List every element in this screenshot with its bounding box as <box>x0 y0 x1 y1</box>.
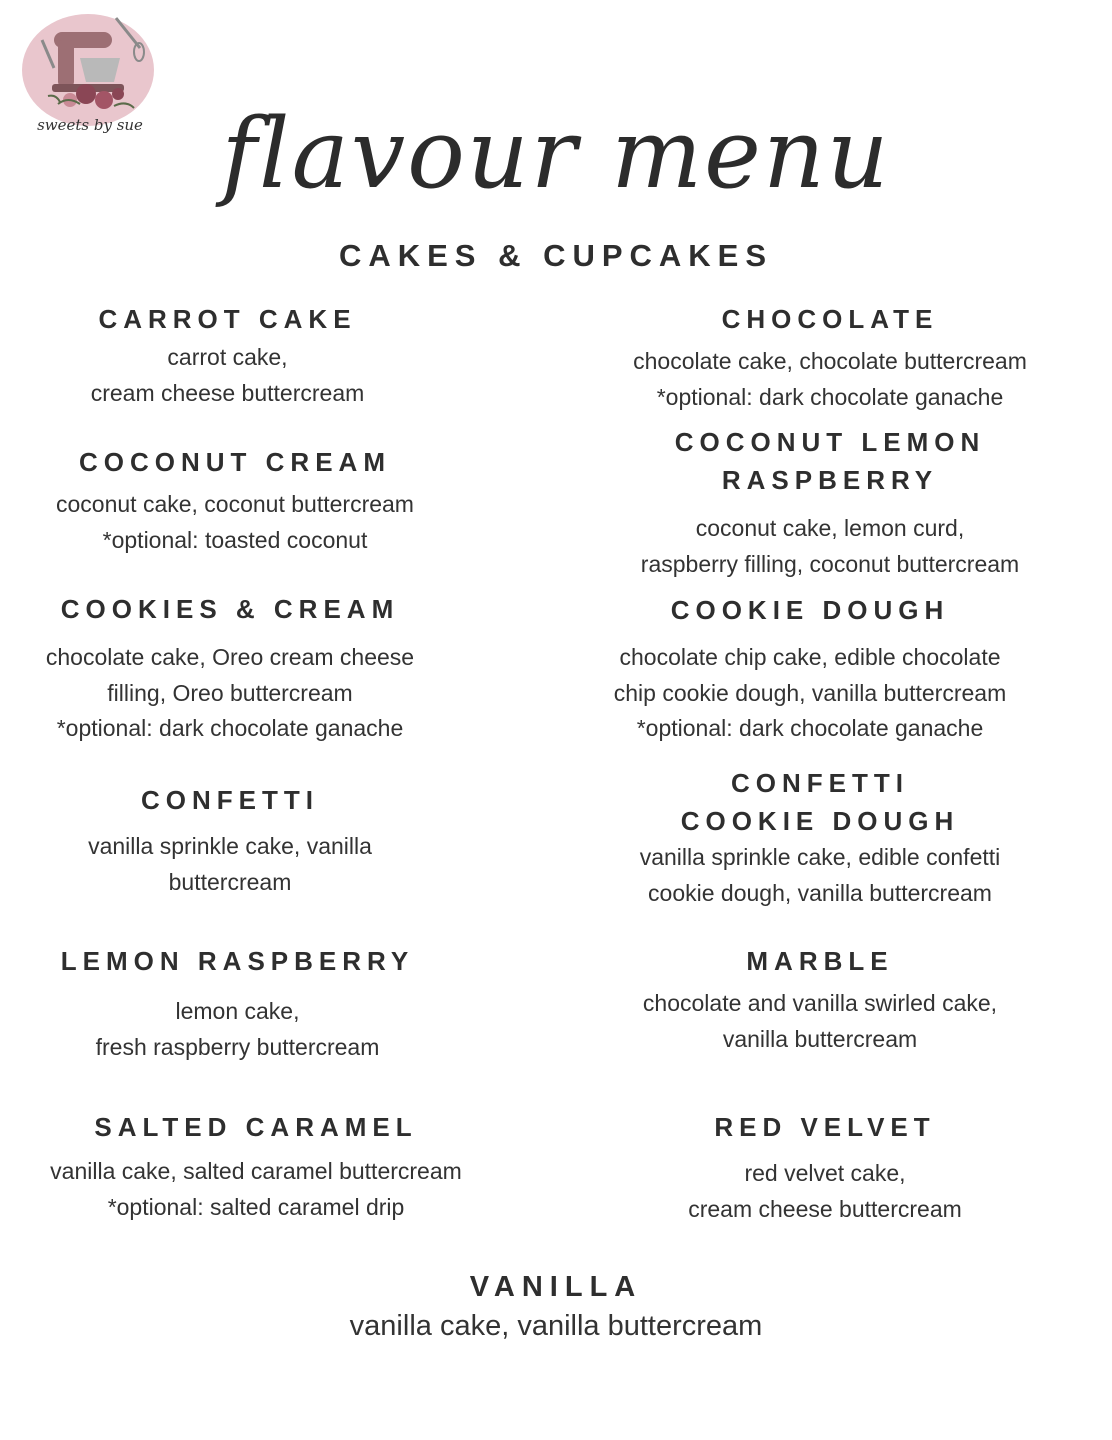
flavour-description: vanilla cake, salted caramel buttercream *optional: salted caramel drip <box>50 1158 462 1220</box>
flavour-confetti <box>0 781 460 900</box>
flavour-name: MARBLE <box>746 946 894 976</box>
flavour-name: COOKIES & CREAM <box>60 594 400 624</box>
flavour-carrot-cake <box>0 300 455 411</box>
page-title: flavour menu <box>221 98 891 210</box>
flavour-red-velvet <box>570 1108 1080 1227</box>
flavour-chocolate <box>570 300 1090 415</box>
flavour-description: chocolate cake, chocolate buttercream *optional: dark chocolate ganache <box>633 348 1027 410</box>
flavour-name: CONFETTI <box>141 785 319 815</box>
flavour-description: red velvet cake, cream cheese buttercream <box>688 1160 962 1222</box>
flavour-description: coconut cake, coconut buttercream *optional: toasted coconut <box>56 491 414 553</box>
flavour-description: coconut cake, lemon curd, raspberry filling, coconut buttercream <box>640 515 1020 577</box>
flavour-description: chocolate and vanilla swirled cake, vanilla buttercream <box>642 990 998 1052</box>
flavour-description: chocolate chip cake, edible chocolate chip cookie dough, vanilla buttercream *optional: dark chocolate ganache <box>613 644 1007 741</box>
flavour-marble <box>560 942 1080 1057</box>
flavour-lemon-raspberry <box>0 942 475 1065</box>
flavour-coconut-cream <box>0 443 470 558</box>
flavour-description: chocolate cake, Oreo cream cheese filling, Oreo buttercream *optional: dark chocolate ganache <box>45 644 415 741</box>
flavour-description: vanilla sprinkle cake, vanilla buttercream <box>88 833 372 895</box>
flavour-name: COCONUT LEMON RASPBERRY <box>674 427 986 495</box>
flavour-description: carrot cake, cream cheese buttercream <box>90 344 365 406</box>
flavour-name: RED VELVET <box>714 1112 936 1142</box>
brand-name: sweets by sue <box>37 116 143 134</box>
flavour-confetti-cookie-dough <box>560 764 1080 911</box>
flavour-name: VANILLA <box>469 1271 643 1303</box>
flavour-name: CARROT CAKE <box>98 304 357 334</box>
flavour-coconut-lemon-raspberry <box>570 423 1090 582</box>
flavour-vanilla <box>0 1268 1112 1346</box>
flavour-description: lemon cake, fresh raspberry buttercream <box>95 998 380 1060</box>
flavour-description: vanilla sprinkle cake, edible confetti cookie dough, vanilla buttercream <box>639 844 1001 906</box>
flavour-cookies-and-cream <box>0 590 460 747</box>
flavour-name: COCONUT CREAM <box>79 447 391 477</box>
flavour-name: CHOCOLATE <box>721 304 939 334</box>
flavour-cookie-dough <box>560 591 1060 747</box>
flavour-salted-caramel <box>0 1108 512 1225</box>
flavour-name: COOKIE DOUGH <box>670 595 950 625</box>
page-subtitle: CAKES & CUPCAKES <box>338 238 774 273</box>
flavour-description: vanilla cake, vanilla buttercream <box>349 1310 763 1342</box>
flavour-name: CONFETTI COOKIE DOUGH <box>680 768 960 836</box>
flavour-name: LEMON RASPBERRY <box>60 946 415 976</box>
flavour-name: SALTED CARAMEL <box>94 1112 418 1142</box>
